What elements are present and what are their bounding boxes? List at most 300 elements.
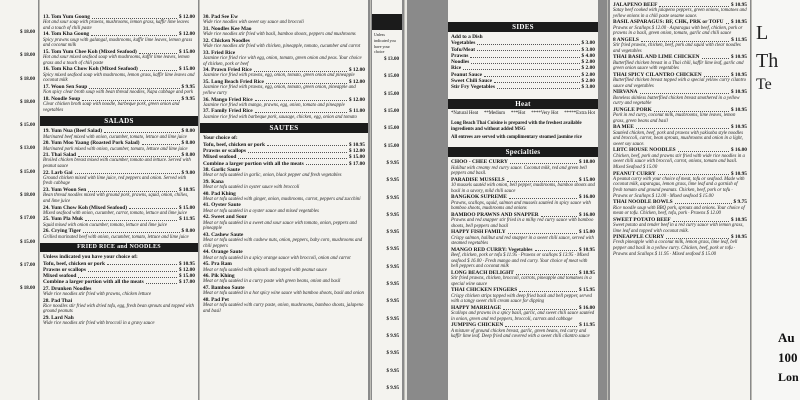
menu-item-name: 31. Noodles Kee Mao <box>203 25 252 32</box>
menu-item-name: 43. Cashew Saute <box>203 231 244 238</box>
partial-price: $ 18.00 <box>20 76 35 82</box>
middle-panel-partial <box>372 0 402 400</box>
menu-item-name: 8 ANGELS <box>613 36 639 43</box>
sides-intro: Add to a Dish <box>451 34 483 40</box>
menu-item-description: Jasmine rice fried with prawns, egg, onion, tomato, green onion, pineapple and yellow curry <box>203 85 356 96</box>
menu-item <box>448 270 598 287</box>
menu-item-name: 48. Pad Pet <box>203 296 229 303</box>
menu-item <box>40 84 198 96</box>
menu-item-name: BA MEE <box>613 124 634 131</box>
menu-item-name: Prawns or scallops <box>203 147 247 154</box>
menu-item <box>40 216 198 228</box>
menu-item-name: 46. Pik Khing <box>203 273 235 280</box>
menu-item-description: Marinated pork mixed with onion, cucumber, tomato, lettuce and lime juice <box>43 146 188 152</box>
address-line2: 100 <box>778 350 798 365</box>
menu-item-name: 34. Prawn Fried Rice <box>203 67 252 74</box>
rice-note: All entrees are served with complimentary steamed jasmine rice <box>451 135 582 141</box>
menu-item <box>40 96 198 113</box>
menu-item-description: Meat or tofu sautéed in a sweet and sour sauce with tomato, onion, peppers and pineapple <box>203 220 357 232</box>
partial-price: $ 9.95 <box>386 351 399 357</box>
menu-item-name: 39. Kana <box>203 178 224 185</box>
menu-item <box>200 97 368 109</box>
menu-item <box>448 247 598 270</box>
partial-price: $ 15.00 <box>384 91 399 97</box>
sides-header: SIDES <box>448 22 598 32</box>
menu-item-price: $ 10.95 <box>730 19 747 26</box>
menu-item-description: Jasmine rice fried rice with egg, onion, tomato, green onion and peas. Your choice of chicken, pork or beef <box>203 55 362 67</box>
menu-item-description: Wide rice noodles stir fried with broccoli in a gravy sauce <box>43 321 155 327</box>
soups-salads-panel <box>40 0 198 400</box>
menu-item-price: $ 15.00 <box>348 154 365 161</box>
menu-item <box>40 286 198 298</box>
menu-item-name: Sweet Chili Sauce <box>451 78 493 85</box>
menu-item <box>200 108 368 120</box>
menu-item-price: $ 9.95 <box>181 83 195 90</box>
partial-price: $ 18.00 <box>20 193 35 199</box>
menu-item-name: Stir Fry Vegetables <box>451 84 495 91</box>
menu-item-price: $ 2.00 <box>581 65 595 72</box>
menu-item <box>200 285 368 297</box>
heat-level: *Natural Heat <box>451 110 479 116</box>
menu-item-name: 25. Yum Pla Muk <box>43 216 84 223</box>
partial-price: $ 18.00 <box>20 53 35 59</box>
menu-item <box>200 14 368 26</box>
partial-price: $ 15.00 <box>20 239 35 245</box>
menu-item <box>610 147 750 170</box>
menu-item-price: $ 2.00 <box>581 59 595 66</box>
menu-item-price: $ 3.00 <box>581 46 595 53</box>
menu-item-name: NIRVANA <box>613 89 638 96</box>
menu-item <box>610 171 750 200</box>
menu-item-price: $ 3.00 <box>581 84 595 91</box>
menu-item-name: LBTC HOUSE NOODLES <box>613 147 676 154</box>
menu-item-description: Hot and sour soup with prawns, mushrooms, lemon grass, kaffir lime leaves and a touch of chili paste <box>43 20 189 31</box>
menu-item <box>40 152 198 169</box>
menu-item <box>40 298 198 315</box>
partial-price: $ 17.00 <box>20 262 35 268</box>
menu-item-description: Prawns and red snapper stir fried in a milky red curry sauce with bamboo shoots, bell peppers and basil <box>451 218 594 229</box>
menu-item-description: Stir fried prawns, chicken, broccoli, carrots, pineapple and tomatoes in a special wine sauce <box>451 276 592 287</box>
menu-item-name: THAI NOODLE BOWLS <box>613 199 673 206</box>
menu-item-description: Rice noodle soup with BBQ pork, sprouts and onions. Your choice of mean or tofu. Chicken, beef, tofu, pork · Prawns $ 12.00 <box>613 205 745 217</box>
partial-price: $ 13.00 <box>20 146 35 152</box>
menu-item-name: THAI BASIL AND LIME CHICKEN <box>613 54 700 61</box>
menu-item-description: Meat or tofu sautéed in a curry paste with green beans, onion and basil <box>203 279 341 285</box>
menu-item-description: Jasmine rice fried with mango, prawns, egg, onion, tomato and pineapple <box>203 102 345 108</box>
menu-item-price: $ 12.00 <box>178 14 195 20</box>
menu-item <box>610 107 750 124</box>
menu-item-description: Meat or tofu sautéed with ginger, onion, mushrooms, carrot, peppers and zucchini <box>203 196 361 202</box>
sides-specialties-panel <box>448 0 598 400</box>
menu-item-description: Wide rice noodles stir fried with basil, bamboo shoots, peppers and mushrooms <box>203 32 356 38</box>
partial-price: $ 15.00 <box>20 169 35 175</box>
menu-item-price: $ 16.00 <box>730 147 747 154</box>
partial-price: $ 9.95 <box>386 160 399 166</box>
menu-item <box>200 50 368 67</box>
menu-item <box>40 170 198 187</box>
menu-item <box>610 234 750 257</box>
menu-item-description: Marinated beef mixed with onion, cucumber, tomato, lettuce and lime juice <box>43 134 187 140</box>
menu-item <box>610 2 750 19</box>
menu-item <box>610 217 750 234</box>
menu-item-name: PINEAPPLE CURRY <box>613 234 665 241</box>
house-dishes-panel <box>610 0 750 400</box>
menu-item-price: $ 10.95 <box>730 89 747 96</box>
menu-item <box>448 305 598 322</box>
menu-item-description: Beef, chicken, pork or tofu $ 11.95 · Prawns or scallops $ 13.95 · Mixed seafood $ 16.00 · Fresh mango and red curry. Your choice of meat with bell peppers and coconut milk <box>451 252 589 270</box>
salads-header: SALADS <box>40 116 198 126</box>
menu-item-name: Prawns or scallops <box>43 266 87 273</box>
menu-item-price: $ 9.00 <box>181 169 195 176</box>
heat-level: ****Very Hot <box>531 110 559 116</box>
menu-item-description: Clear chicken broth soup with noodle, barbeque pork, green onion and vegetables <box>43 102 180 113</box>
fold-strip <box>405 0 407 400</box>
menu-item-description: Prawns or Scallops $ 12.00 · Asparagus with beef, chicken, pork or prawns in a basil, green onion, tomato, garlic and chili sauce <box>613 25 743 37</box>
menu-item-description: 10 mussels sautéd with onion, bell pepper, mushrooms, bamboo shoots and basil in a savory, mild chili sauce <box>451 183 595 194</box>
menu-item <box>448 287 598 304</box>
menu-item-price: $ 18.00 <box>578 159 595 166</box>
menu-item-name: THAI SPICY CILANTRO CHICKEN <box>613 71 702 78</box>
menu-item-description: Ground chicken mixed with lime juice, red peppers and onion. Served with fresh cabbage <box>43 175 187 187</box>
menu-item <box>200 191 368 203</box>
partial-price: $ 15.00 <box>384 143 399 149</box>
menu-item-name: Combine a larger portion with all the meats <box>43 279 144 286</box>
menu-item-description: Meat or tofu sautéed with curry paste, onion, mushrooms, bamboo shoots, jalapeno and basil <box>203 303 364 314</box>
cover-title-line1: L <box>756 22 769 44</box>
menu-item-description: Scallops and prawns in a spicy basil, garlic, and sweet chili sauce sautéed in onion, green and red peppers, broccoli, carrots and cabbage <box>451 311 595 322</box>
menu-item-description: Butterflied chicken breast in a Thai chili, kaffir lime leaf, garlic and green onion sauce with vegetables <box>613 60 744 72</box>
menu-item <box>448 322 598 339</box>
menu-item-name: 45. Pra Ram <box>203 261 232 268</box>
menu-item-price: $ 18.95 <box>578 269 595 276</box>
menu-item-description: Wide rice noodles stir fried with chicken, pineapple, tomato, cucumber and carrot <box>203 44 361 50</box>
partial-price: $ 17.00 <box>20 216 35 222</box>
fried-rice-header: FRIED RICE and NOODLES <box>40 243 198 252</box>
menu-item-name: 13. Tom Yum Goong <box>43 14 90 20</box>
menu-item-description: Meat or tofu sautéed in oyster sauce with broccoli <box>203 184 300 190</box>
menu-item-name: 17. Woon Sen Soup <box>43 83 88 90</box>
partial-price: $ 15.00 <box>384 126 399 132</box>
menu-item <box>40 205 198 217</box>
menu-item-name: 21. Thai Salad <box>43 152 77 159</box>
heat-header: Heat <box>448 99 598 109</box>
menu-item-name: Mixed seafood <box>203 154 237 161</box>
menu-item-description: Satay beef cooked with jalapeno peppers, green onions, tomatoes and yellow onions in a chili paste sesame sauce. <box>613 8 747 19</box>
menu-item <box>200 202 368 214</box>
fried-rice-intro: Unless indicated you have your choice of: <box>43 254 138 261</box>
menu-item <box>448 229 598 246</box>
menu-item-description: Sautéed chicken, beef, pork and prawns with yakisoba style noodles and broccoli, carrot, bean sprouts, mushrooms and onion in a light, sweet soy sauce. <box>613 130 744 147</box>
menu-item-price: $ 12.00 <box>348 67 365 74</box>
menu-item-price: $ 12.00 <box>348 96 365 103</box>
menu-item-name: Combine a larger portion with all the meats <box>203 160 304 167</box>
menu-item-description: Jasmine rice fried with barbeque pork, sausage, chicken, egg, onion and tomato <box>203 114 357 120</box>
menu-item-name: 37. Family Fried Rice <box>203 108 253 115</box>
menu-item-description: A peanut curry with your choice of meat, tofu or seafood. Made with coconut milk, asparagus, lemon grass, lime leaf and a garnish of fresh tomato and ground peanuts. Chicken, beef, pork or tofu · Prawns or Scallops $ 12.00 · Mixed seafood $ 15.00 <box>613 176 745 199</box>
menu-item-price: $ 10.95 <box>730 170 747 177</box>
menu-item-name: Noodles <box>451 59 470 66</box>
partial-price: $ 9.95 <box>386 333 399 339</box>
specialties-header: Specialties <box>448 147 598 157</box>
menu-item-name: PARADISE MUSSELS <box>451 176 505 183</box>
menu-item-price: $ 10.95 <box>730 2 747 8</box>
menu-item-description: Prawns, scallops, squid, salmon and mussels sautéed in spicy sauce with bamboo shoots, mushrooms and onions <box>451 200 591 212</box>
menu-item-description: Meat or tofu sautéed in a hot spicy wine sauce with bamboo shoots, basil and onion <box>203 291 364 297</box>
menu-item-name: CHOO - CHEE CURRY <box>451 159 508 166</box>
menu-item <box>200 273 368 285</box>
menu-item-price: $ 15.95 <box>578 287 595 294</box>
sautes-header: SAUTES <box>200 123 368 133</box>
menu-item-name: 22. Larb Gai <box>43 169 73 176</box>
menu-item-name: 27. Drunken Noodles <box>43 285 92 292</box>
menu-item <box>40 315 198 327</box>
menu-item-name: Rice <box>451 65 462 72</box>
menu-item-name: JUNGLE PORK <box>613 106 652 113</box>
menu-item-price: $ 8.00 <box>181 152 195 159</box>
menu-item-name: HAPPY MARRIAGE <box>451 304 502 311</box>
partial-price: $ 9.95 <box>386 264 399 270</box>
menu-item-description: Crispy chicken strips topped with deep fried basil and bell pepper, served with a tangy sweet chili cream sauce for dipping <box>451 293 592 305</box>
partial-price: $ 18.00 <box>20 99 35 105</box>
menu-item-description: Meat or tofu sautéed with spinach and topped with peanut sauce <box>203 267 327 273</box>
partial-price: $ 9.95 <box>386 316 399 322</box>
menu-item-name: Peanut Sauce <box>451 71 482 78</box>
cover-title-line3: Te <box>756 76 772 93</box>
partial-price: $ 9.95 <box>386 178 399 184</box>
menu-item <box>610 124 750 147</box>
menu-item-name: 33. Fried Rice <box>203 49 236 56</box>
menu-item-description: Jasmine rice fried with prawns, egg, onion, tomato, green onion and pineapple <box>203 73 355 79</box>
menu-item-price: $ 15.00 <box>178 204 195 211</box>
menu-item <box>200 67 368 79</box>
menu-item-description: Fresh pineapple with a coconut milk, lemon grass, lime leaf, bell pepper and basil in a yellow curry. Chicken, beef, pork or tofu · Prawns and Scallops $ 11.95 · Mixed seafood $ 15.00 <box>613 240 738 257</box>
partial-price: $ 9.95 <box>386 282 399 288</box>
menu-item-description: Crispy salmon, halibut and red snapper in a sweet chili sauce, served with steamed vegetables <box>451 235 594 247</box>
menu-item-name: 18. Noodle Soup <box>43 95 81 102</box>
menu-item <box>610 54 750 71</box>
menu-item-name: 14. Tom Kha Goong <box>43 31 90 38</box>
menu-item-price: $ 10.95 <box>348 141 365 148</box>
partial-price: $ 18.00 <box>20 30 35 35</box>
menu-item-price: $ 15.00 <box>578 176 595 183</box>
menu-item-price: $ 16.00 <box>578 211 595 218</box>
menu-item-price: $ 16.00 <box>578 304 595 311</box>
noodles-sautes-panel <box>200 0 368 400</box>
menu-item-name: 32. Chicken Noodles <box>203 37 250 44</box>
menu-item-price: $ 10.95 <box>578 246 595 253</box>
menu-item-description: Squid mixed with onion cucumber, tomato, lettuce and lime juice <box>43 222 168 228</box>
partial-price: $ 9.95 <box>386 299 399 305</box>
heat-level: *****Extra Hot <box>564 110 595 116</box>
menu-item-price: $ 2.00 <box>581 71 595 78</box>
menu-item-description: Rice noodles stir fried with dried tofu, egg, fresh bean sprouts and topped with ground peanuts <box>43 303 194 315</box>
menu-item <box>200 79 368 96</box>
partial-price: $ 13.00 <box>384 57 399 63</box>
menu-item-name: 15. Tom Yum Chee Koh (Mixed Seafood) <box>43 48 137 55</box>
menu-item-price: $ 10.95 <box>730 54 747 61</box>
menu-item <box>610 89 750 106</box>
menu-item-price: $ 10.95 <box>730 216 747 223</box>
menu-item-name: HAPPY FISH FAMILY <box>451 229 506 236</box>
menu-item <box>40 49 198 66</box>
menu-item-name: Vegetables <box>451 40 476 47</box>
partial-price: $ 9.95 <box>386 247 399 253</box>
menu-item-description: Sweet potato and tender beef in a red curry sauce with lemon grass, lime leaf and topped with coconut milk. <box>613 223 744 234</box>
menu-item-name: LONG BEACH DELIGHT <box>451 269 514 276</box>
menu-item-name: 19. Yum Nua (Beef Salad) <box>43 128 103 135</box>
menu-item <box>448 159 598 176</box>
menu-item-name: 29. Lard Nah <box>43 315 74 322</box>
menu-item-name: THAI CHICKEN FINGERS <box>451 287 518 294</box>
menu-item-price: $ 11.95 <box>731 36 747 43</box>
menu-item <box>448 194 598 211</box>
menu-item <box>448 212 598 229</box>
menu-item <box>200 26 368 38</box>
menu-item-description: Bean thread noodles mixed with ground pork, prawns, squid, onion, chilies, and lime juice <box>43 193 189 204</box>
menu-item-description: Meat or tofu sautéed in a oyster sauce and mixed vegetables <box>203 208 319 214</box>
menu-item-price: $ 10.95 <box>730 71 747 78</box>
menu-item <box>200 261 368 273</box>
menu-item-price: $ 15.00 <box>178 273 195 280</box>
msg-note: Long Beach Thai Cuisine is prepared with the freshest available ingredients and without added MSG <box>451 120 582 132</box>
menu-item-description: Pork in red curry, coconut milk, mushrooms, lime leaves, lemon grass, green beans and basil <box>613 113 736 124</box>
menu-item <box>40 66 198 83</box>
menu-item-description: Stir fried prawns, chicken, beef, pork and squid with clear noodles and vegetables <box>613 43 741 54</box>
menu-item <box>40 228 198 240</box>
sautes-intro: Your choice of: <box>203 135 238 142</box>
menu-item-description: Hot and sour mixed seafood soup with mushrooms, kaffir lime leaves, lemon grass and a touch of chili paste <box>43 55 190 66</box>
menu-item-price: $ 16.00 <box>578 194 595 201</box>
cover-panel-partial <box>752 0 800 400</box>
heat-level: ***Hot <box>510 110 526 116</box>
menu-item-name: 44. Orange Saute <box>203 249 243 256</box>
menu-item <box>200 179 368 191</box>
menu-item <box>200 249 368 261</box>
menu-item-price: $ 10.95 <box>730 124 747 131</box>
menu-item-name: Prawns <box>451 52 469 59</box>
menu-item-price: $ 11.95 <box>179 216 195 223</box>
heat-level: **Medium <box>483 110 506 116</box>
menu-item-name: 40. Pad Khing <box>203 190 236 197</box>
menu-item-name: PEANUT CURRY <box>613 170 656 177</box>
menu-item-description: Wide rice noodles with sweet soy sauce and broccoli <box>203 20 304 26</box>
partial-price: $ 9.95 <box>386 385 399 391</box>
menu-item <box>610 37 750 54</box>
menu-item-description: A mixture of ground chicken breast, garlic, green beans, red curry and kaffir lime leaf. Deep fried and covered with a sweet chili cilantro sauce <box>451 328 590 340</box>
menu-item-name: 41. Oyster Saute <box>203 202 241 209</box>
menu-item-name: BASIL ASPARAGUS: BF, CHK, PRK or TOFU <box>613 19 724 26</box>
menu-item-description: Wide rice noodles stir fried with prawns, chicken lettuce <box>43 292 152 297</box>
menu-item-name: 36. Mango Fried Rice <box>203 96 253 103</box>
partial-price: $ 9.95 <box>386 212 399 218</box>
menu-item-description: Boneless skinless butterflied chicken breast smothered in a yellow curry and vegetable <box>613 95 740 107</box>
menu-item-name: Tofu, beef, chicken or pork <box>203 141 265 148</box>
menu-item-price: $ 2.00 <box>581 78 595 85</box>
menu-item <box>40 14 198 31</box>
menu-item <box>40 128 198 140</box>
menu-item-price: $ 9.75 <box>733 199 747 206</box>
menu-item-name: BAMBOO PRAWNS AND SNAPPER <box>451 211 539 218</box>
menu-item-price: $ 12.00 <box>178 266 195 273</box>
menu-item <box>200 214 368 231</box>
menu-item-name: 47. Bamboo Saute <box>203 285 245 291</box>
menu-item-price: $ 12.00 <box>178 31 195 38</box>
left-panel-partial <box>0 0 38 400</box>
menu-item-description: Spicy mixed seafood soup with mushrooms, lemon grass, kaffir lime leaves and coconut milk <box>43 72 195 84</box>
menu-item-name: Mixed seafood <box>43 273 77 280</box>
menu-item-price: $ 15.00 <box>178 48 195 55</box>
menu-item-description: Non spicy clear broth soup with bean thread noodles, Napa cabbage and pork <box>43 90 194 96</box>
menu-item-description: Spicy prawns soup with galangal, mushrooms, kaffir lime leaves, lemon grass and coconut milk <box>43 37 193 49</box>
menu-item-description: Grilled marinated beef with onion, cucumber, tomato, lettuce and lime juice <box>43 234 189 240</box>
menu-item-name: 28. Pad Thai <box>43 297 73 304</box>
menu-item-name: 26. Crying Tiger <box>43 228 81 235</box>
menu-item-name: MANGO RED CURRY: Vegetables <box>451 246 533 253</box>
menu-item-name: 42. Sweet and Sour <box>203 214 248 221</box>
partial-price: $ 15.00 <box>384 109 399 115</box>
menu-item-name: Tofu/Meat <box>451 46 476 53</box>
menu-item-price: $ 12.00 <box>348 147 365 154</box>
menu-item-price: $ 11.95 <box>579 322 595 329</box>
menu-item-price: $ 8.00 <box>181 228 195 235</box>
partial-price: $ 9.95 <box>386 195 399 201</box>
menu-item-name: 16. Tom Kha Chow Koh (Mixed Seafood) <box>43 66 138 73</box>
partial-price: $ 15.00 <box>384 74 399 80</box>
menu-item-description: Chicken, beef, pork and prawns stir fried with wide rice noodles in a sweet chili sauce with broccoli, carrot, onions, tomato and basil. Mixed Seafood $ 15.00 <box>613 153 745 170</box>
middle-panel-note: Unless indicated you have your choice <box>374 32 396 55</box>
menu-item <box>200 38 368 50</box>
menu-item-description: Mixed seafood with onion, cucumber, carrot, tomato, lettuce and lime juice <box>43 210 187 216</box>
menu-item-name: JUMPING CHICKEN <box>451 322 504 329</box>
menu-item <box>610 199 750 216</box>
menu-item-description: Broiled chicken breast mixed with cucumber, tomato and lettuce. Served with peanut sauce <box>43 158 191 169</box>
address-line3: Lon <box>778 370 799 384</box>
menu-item <box>448 177 598 194</box>
menu-item-price: $ 8.00 <box>181 128 195 135</box>
partial-price: $ 18.00 <box>20 286 35 292</box>
menu-item-price: $ 10.95 <box>178 187 195 194</box>
menu-item-price: $ 9.95 <box>181 95 195 102</box>
menu-item-name: 20. Yum Moo Yaang (Roasted Pork Salad) <box>43 140 140 147</box>
partial-price: $ 9.95 <box>386 230 399 236</box>
menu-item-name: 24. Yum Chow Koh (Mixed Seafood) <box>43 204 128 211</box>
menu-item-price: $ 11.00 <box>349 108 365 115</box>
menu-item-price: $ 3.00 <box>581 40 595 47</box>
menu-item-price: $ 10.95 <box>730 234 747 241</box>
menu-item-description: Halibut with creamy red curry sauce. Coconut milk, red and green bell peppers and basil. <box>451 165 587 177</box>
menu-item-price: $ 12.00 <box>348 79 365 86</box>
menu-item <box>200 297 368 314</box>
menu-item <box>610 72 750 89</box>
menu-item-description: Meat or tofu sautéed in a spicy orange sauce with broccoli, onion and carrot <box>203 255 351 261</box>
menu-item-name: BANGKOK SUPREME <box>451 194 507 201</box>
menu-item-price: $ 17.00 <box>178 279 195 286</box>
menu-item-price: $ 10.95 <box>730 106 747 113</box>
menu-item-price: $ 10.95 <box>178 260 195 267</box>
cover-title-line2: Th <box>756 50 779 72</box>
menu-item-name: 35. Long Beach Fried Rice <box>203 79 264 86</box>
menu-item <box>610 19 750 36</box>
menu-item <box>40 31 198 48</box>
menu-item-description: Butterflied chicken breast topped with a special yellow curry cilantro sauce and vegetables <box>613 78 746 89</box>
menu-item-name: JALAPENO BEEF <box>613 2 658 8</box>
menu-item <box>200 232 368 249</box>
menu-item-price: $ 17.00 <box>348 160 365 167</box>
menu-item-description: Meat or tofu sautéed with cashew nuts, onion, peppers, baby corn, mushrooms and chili peppers <box>203 238 363 249</box>
menu-item-name: 23. Yum Woon Sen <box>43 187 87 194</box>
partial-price: $ 15.00 <box>20 123 35 129</box>
partial-price: $ 9.95 <box>386 368 399 374</box>
